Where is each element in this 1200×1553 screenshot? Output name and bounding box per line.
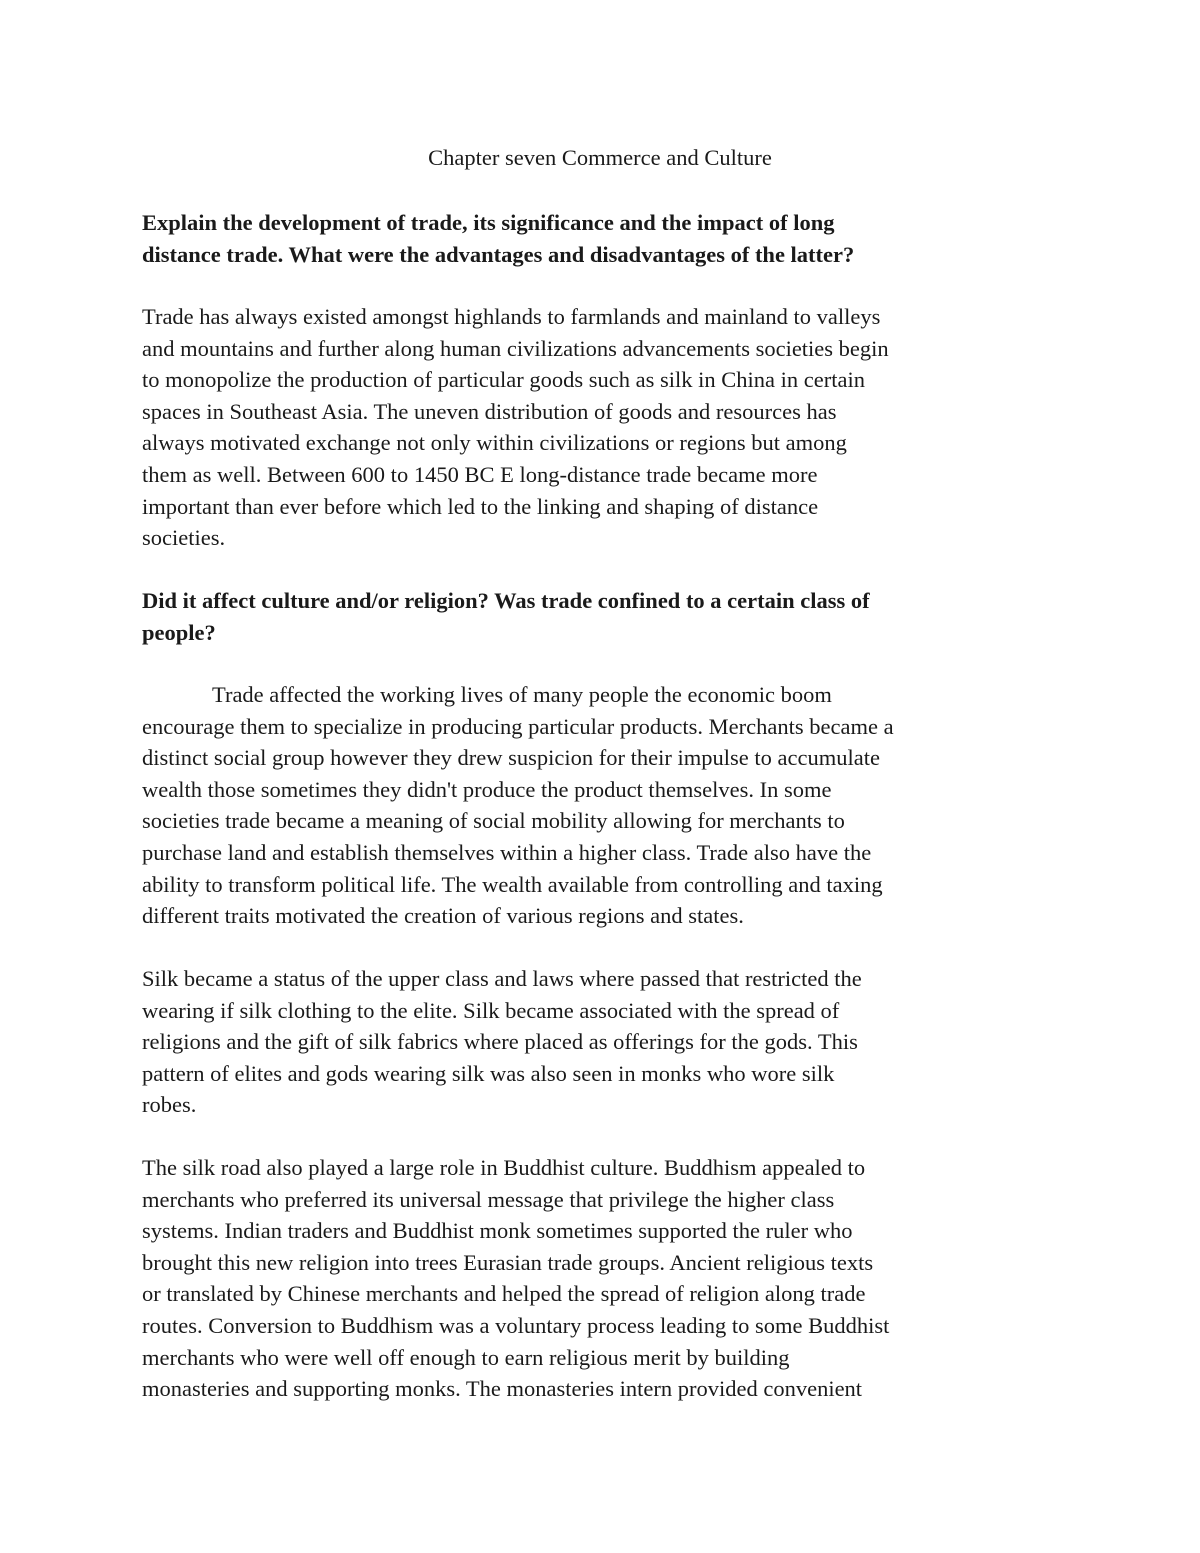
paragraph-1-line: to monopolize the production of particular goods such as silk in China in certain	[142, 367, 865, 393]
paragraph-2-line: Trade affected the working lives of many people the economic boom	[212, 682, 832, 707]
paragraph-2-line: societies trade became a meaning of social mobility allowing for merchants to	[142, 808, 845, 834]
paragraph-2-line: distinct social group however they drew suspicion for their impulse to accumulate	[142, 745, 880, 771]
question-2-line: people?	[142, 619, 216, 645]
paragraph-3-line: religions and the gift of silk fabrics where placed as offerings for the gods. This	[142, 1029, 858, 1055]
paragraph-4-line: systems. Indian traders and Buddhist monk sometimes supported the ruler who	[142, 1218, 853, 1244]
paragraph-3-line: Silk became a status of the upper class and laws where passed that restricted the	[142, 966, 862, 991]
paragraph-3-line: wearing if silk clothing to the elite. Silk became associated with the spread of	[142, 997, 840, 1023]
paragraph-3-line: robes.	[142, 1092, 197, 1118]
paragraph-4-line: or translated by Chinese merchants and helped the spread of religion along trade	[142, 1281, 866, 1307]
paragraph-1-line: them as well. Between 600 to 1450 BC E long-distance trade became more	[142, 461, 818, 487]
paragraph-1-line: Trade has always existed amongst highlands to farmlands and mainland to valleys	[142, 304, 881, 329]
paragraph-1	[142, 301, 1072, 554]
paragraph-4-line: merchants who preferred its universal message that privilege the higher class	[142, 1186, 835, 1212]
paragraph-3-line: pattern of elites and gods wearing silk was also seen in monks who wore silk	[142, 1060, 835, 1086]
question-2	[142, 585, 1072, 648]
paragraph-4-line: routes. Conversion to Buddhism was a voluntary process leading to some Buddhist	[142, 1312, 890, 1338]
paragraph-1-line: important than ever before which led to the linking and shaping of distance	[142, 493, 819, 519]
paragraph-1-line: spaces in Southeast Asia. The uneven distribution of goods and resources has	[142, 398, 837, 424]
paragraph-1-line: societies.	[142, 525, 226, 551]
paragraph-2-line: encourage them to specialize in producing particular products. Merchants became a	[142, 713, 894, 739]
paragraph-2-line: different traits motivated the creation of various regions and states.	[142, 903, 744, 929]
question-2-line: Did it affect culture and/or religion? Was trade confined to a certain class of	[142, 588, 870, 613]
question-1	[142, 207, 1072, 270]
paragraph-1-line: and mountains and further along human civilizations advancements societies begin	[142, 335, 889, 361]
paragraph-2	[142, 679, 1072, 932]
paragraph-4-line: merchants who were well off enough to earn religious merit by building	[142, 1344, 790, 1370]
paragraph-4	[142, 1152, 1072, 1405]
question-1-line: distance trade. What were the advantages and disadvantages of the latter?	[142, 241, 855, 267]
paragraph-2-line: ability to transform political life. The wealth available from controlling and taxing	[142, 871, 883, 897]
paragraph-2-line: purchase land and establish themselves within a higher class. Trade also have the	[142, 839, 872, 865]
paragraph-2-line: wealth those sometimes they didn't produce the product themselves. In some	[142, 776, 832, 802]
paragraph-4-line: brought this new religion into trees Eurasian trade groups. Ancient religious texts	[142, 1249, 874, 1275]
document-title: Chapter seven Commerce and Culture	[428, 145, 772, 170]
paragraph-4-line: The silk road also played a large role in Buddhist culture. Buddhism appealed to	[142, 1155, 866, 1180]
paragraph-1-line: always motivated exchange not only within civilizations or regions but among	[142, 430, 847, 456]
paragraph-4-line: monasteries and supporting monks. The monasteries intern provided convenient	[142, 1376, 863, 1402]
question-1-line: Explain the development of trade, its significance and the impact of long	[142, 210, 835, 235]
paragraph-3	[142, 963, 1072, 1121]
